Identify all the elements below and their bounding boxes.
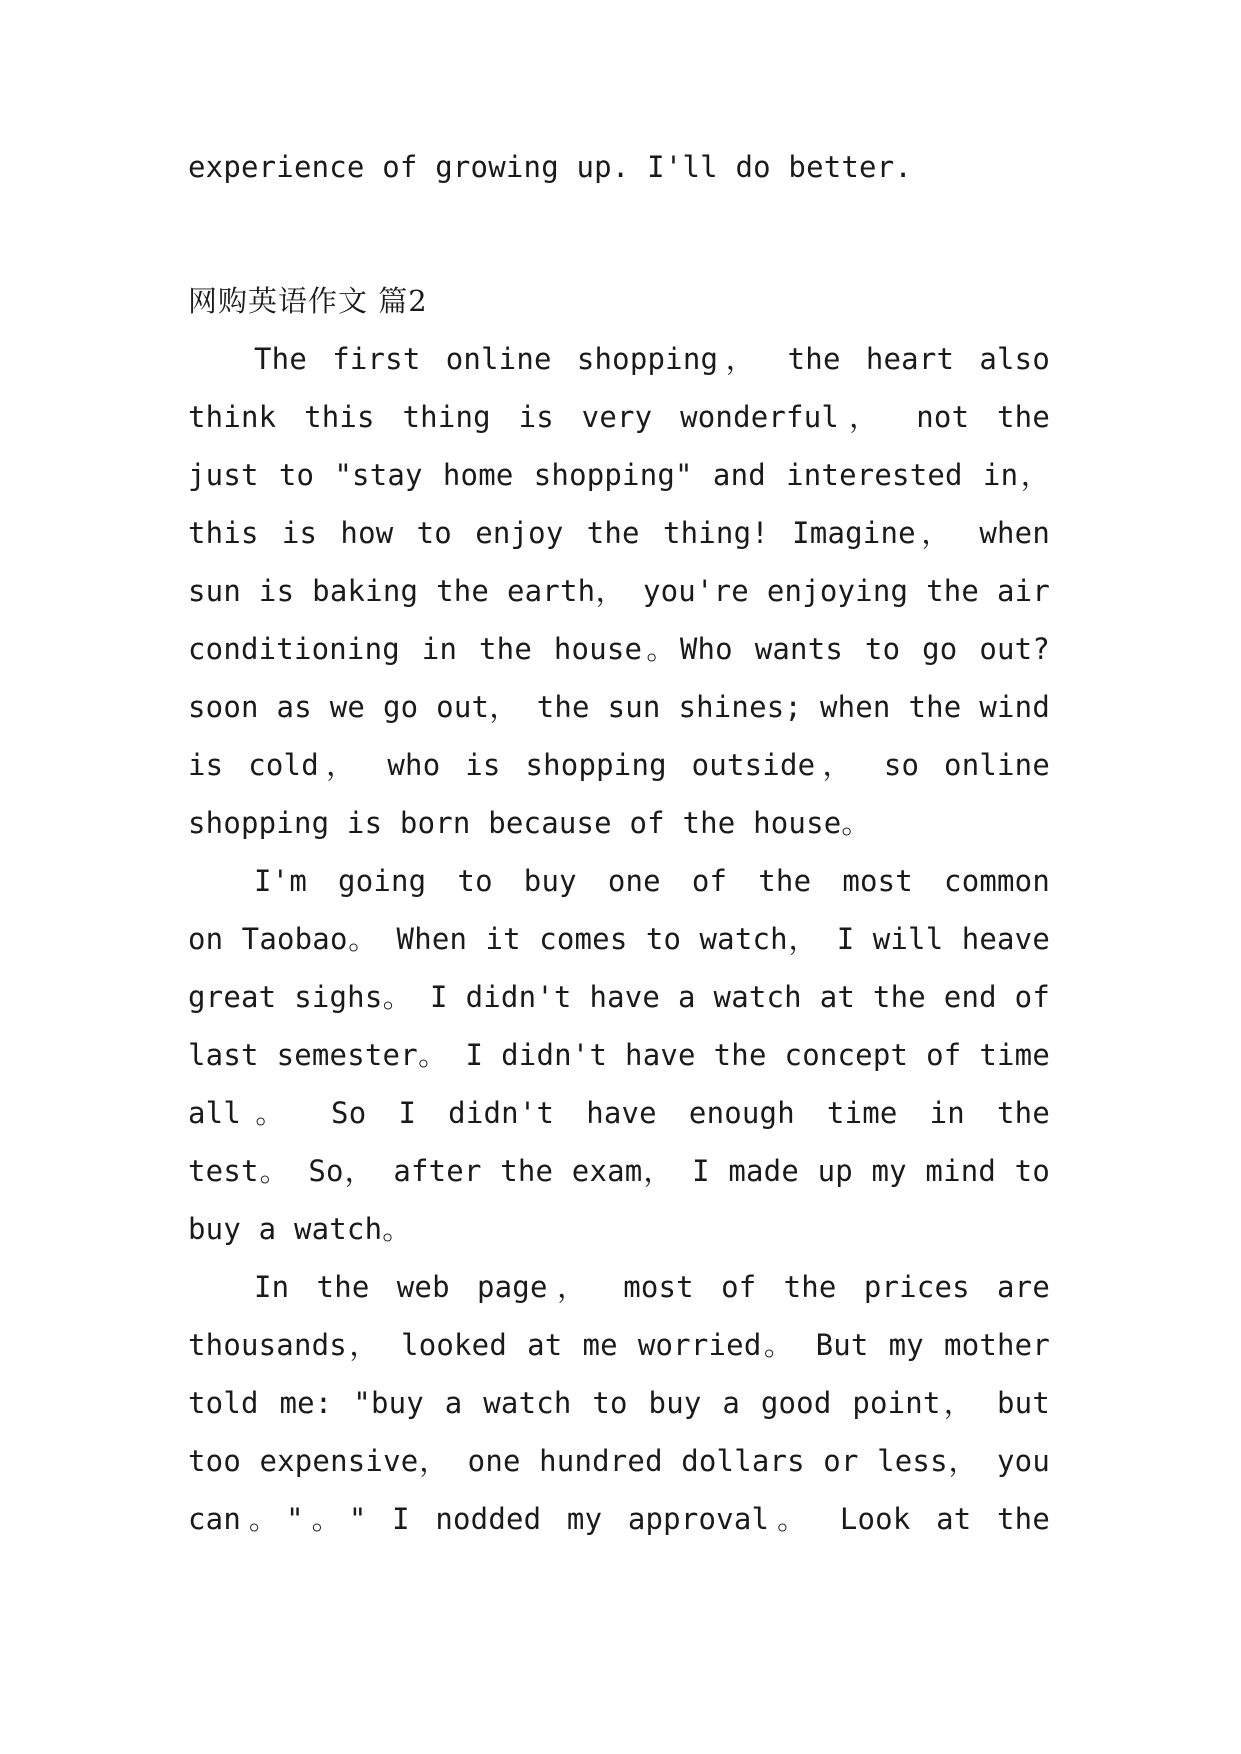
paragraph-line: last semester。 I didn't have the concept of time xyxy=(188,1038,1050,1072)
paragraph-line: this is how to enjoy the thing! Imagine， when xyxy=(188,516,1050,550)
section-heading: 网购英语作文 篇2 xyxy=(188,284,428,318)
paragraph-line: sun is baking the earth， you're enjoying the air xyxy=(188,574,1050,608)
paragraph-line: test。 So， after the exam， I made up my mind to xyxy=(188,1154,1050,1188)
paragraph-line: soon as we go out， the sun shines; when the wind xyxy=(188,690,1050,724)
paragraph-line: I'm going to buy one of the most common xyxy=(254,864,1050,898)
paragraph-line: all。 So I didn't have enough time in the xyxy=(188,1096,1050,1130)
paragraph-line: too expensive， one hundred dollars or less， you xyxy=(188,1444,1050,1478)
paragraph-line: told me: "buy a watch to buy a good point， but xyxy=(188,1386,1050,1420)
paragraph-line: The first online shopping， the heart also xyxy=(254,342,1050,376)
paragraph-line: just to "stay home shopping" and interested in， xyxy=(188,458,1050,492)
paragraph-line: thousands， looked at me worried。 But my mother xyxy=(188,1328,1050,1362)
paragraph-line: on Taobao。 When it comes to watch， I will heave xyxy=(188,922,1050,956)
carryover-text-line: experience of growing up. I'll do better. xyxy=(188,150,913,184)
paragraph-line: conditioning in the house。Who wants to go out? xyxy=(188,632,1050,666)
paragraph-line: buy a watch。 xyxy=(188,1212,412,1246)
paragraph-line: In the web page， most of the prices are xyxy=(254,1270,1050,1304)
paragraph-line: think this thing is very wonderful， not the xyxy=(188,400,1050,434)
paragraph-line: great sighs。 I didn't have a watch at the end of xyxy=(188,980,1050,1014)
paragraph-line: shopping is born because of the house。 xyxy=(188,806,871,840)
paragraph-line: can。"。" I nodded my approval。 Look at the xyxy=(188,1502,1050,1536)
paragraph-line: is cold， who is shopping outside， so online xyxy=(188,748,1050,782)
